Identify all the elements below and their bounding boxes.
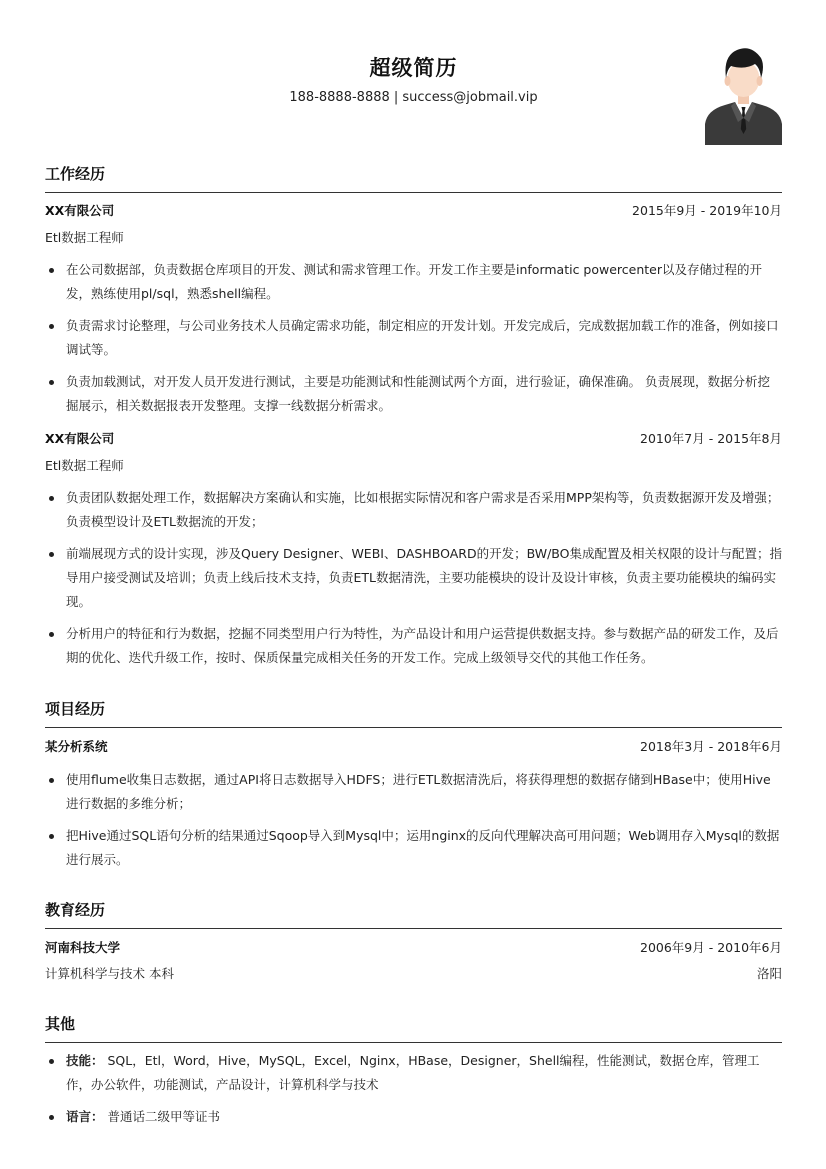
list-item: 分析用户的特征和行为数据，挖掘不同类型用户行为特性，为产品设计和用户运营提供数据支持。参与数据产品的研发工作，及后期的优化、迭代升级工作，按时、保质保量完成相关任务的开发工作。完成上级领导交代的其他工作任务。 xyxy=(45,622,782,670)
avatar-icon xyxy=(705,44,782,145)
job-date: 2015年9月 - 2019年10月 xyxy=(632,203,782,218)
job-header-2 xyxy=(45,430,782,448)
resume-page xyxy=(45,0,782,1169)
project-bullets xyxy=(45,768,782,872)
projects-section xyxy=(45,697,782,728)
education-detail xyxy=(45,965,782,983)
job-bullets-1 xyxy=(45,258,782,418)
job-role-1 xyxy=(45,229,782,247)
company-name: XX有限公司 xyxy=(45,203,115,218)
skills-item xyxy=(45,1049,782,1097)
skills-label: 技能： xyxy=(66,1053,104,1068)
job-header-1 xyxy=(45,202,782,220)
section-divider xyxy=(45,727,782,728)
project-date: 2018年3月 - 2018年6月 xyxy=(640,739,782,754)
contact-info: 188-8888-8888 | success@jobmail.vip xyxy=(289,90,538,105)
work-section xyxy=(45,162,782,193)
job-role: Etl数据工程师 xyxy=(45,458,124,473)
list-item: 在公司数据部，负责数据仓库项目的开发、测试和需求管理工作。开发工作主要是informatic powercenter以及存储过程的开发，熟练使用pl/sql，熟悉shell编程。 xyxy=(45,258,782,306)
education-section xyxy=(45,898,782,929)
school-name: 河南科技大学 xyxy=(45,940,121,955)
job-role: Etl数据工程师 xyxy=(45,230,124,245)
skills-text: SQL，Etl，Word，Hive，MySQL，Excel，Nginx，HBase，Designer，Shell编程，性能测试，数据仓库，管理工作，办公软件，功能测试，产品设计，计算机科学与技术 xyxy=(66,1053,760,1092)
major-degree: 计算机科学与技术 本科 xyxy=(45,966,174,981)
list-item: 使用flume收集日志数据，通过API将日志数据导入HDFS；进行ETL数据清洗后，将获得理想的数据存储到HBase中；使用Hive进行数据的多维分析； xyxy=(45,768,782,816)
section-title-work: 工作经历 xyxy=(45,165,106,183)
school-city: 洛阳 xyxy=(756,966,782,981)
section-title-education: 教育经历 xyxy=(45,901,106,919)
list-item: 前端展现方式的设计实现，涉及Query Designer、WEBI、DASHBOARD的开发；BW/BO集成配置及相关权限的设计与配置；指导用户接受测试及培训；负责上线后技术支持，负责ETL数据清洗，主要功能模块的设计及设计审核，负责主要功能模块的编码实现。 xyxy=(45,542,782,614)
list-item: 负责加载测试，对开发人员开发进行测试，主要是功能测试和性能测试两个方面，进行验证，确保准确。 负责展现，数据分析挖掘展示，相关数据报表开发整理。支撑一线数据分析需求。 xyxy=(45,370,782,418)
list-item: 负责需求讨论整理，与公司业务技术人员确定需求功能，制定相应的开发计划。开发完成后，完成数据加载工作的准备，例如接口调试等。 xyxy=(45,314,782,362)
project-name: 某分析系统 xyxy=(45,739,108,754)
section-title-projects: 项目经历 xyxy=(45,700,106,718)
other-bullets xyxy=(45,1049,782,1129)
education-header xyxy=(45,939,782,957)
resume-name: 超级简历 xyxy=(369,56,458,80)
section-title-other: 其他 xyxy=(45,1015,76,1033)
section-divider xyxy=(45,928,782,929)
language-item xyxy=(45,1105,782,1129)
section-divider xyxy=(45,192,782,193)
company-name: XX有限公司 xyxy=(45,431,115,446)
other-section xyxy=(45,1012,782,1043)
job-role-2 xyxy=(45,457,782,475)
list-item: 把Hive通过SQL语句分析的结果通过Sqoop导入到Mysql中；运用nginx的反向代理解决高可用问题；Web调用存入Mysql的数据进行展示。 xyxy=(45,824,782,872)
language-text: 普通话二级甲等证书 xyxy=(107,1109,221,1124)
language-label: 语言： xyxy=(66,1109,104,1124)
job-date: 2010年7月 - 2015年8月 xyxy=(640,431,782,446)
list-item: 负责团队数据处理工作，数据解决方案确认和实施，比如根据实际情况和客户需求是否采用MPP架构等，负责数据源开发及增强；负责模型设计及ETL数据流的开发； xyxy=(45,486,782,534)
section-divider xyxy=(45,1042,782,1043)
education-date: 2006年9月 - 2010年6月 xyxy=(640,940,782,955)
project-header xyxy=(45,738,782,756)
job-bullets-2 xyxy=(45,486,782,670)
